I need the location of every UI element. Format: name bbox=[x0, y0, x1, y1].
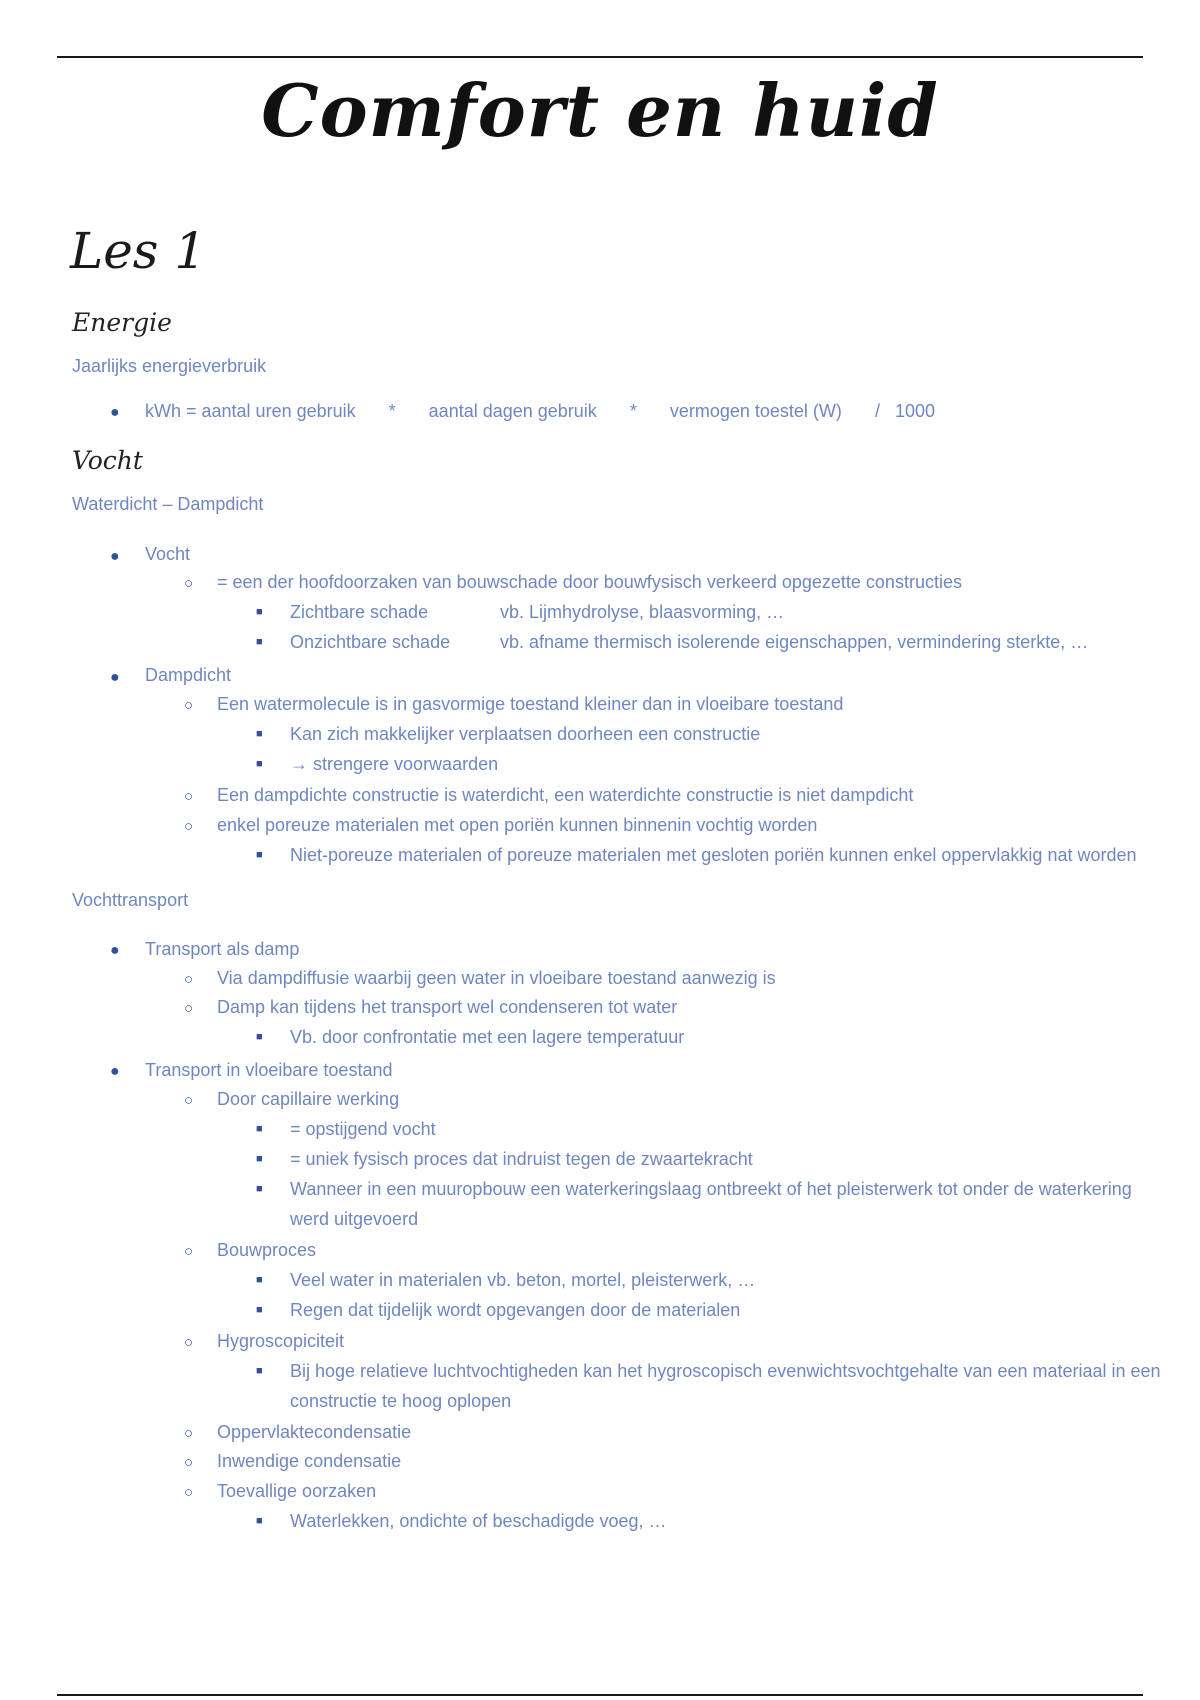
bullet-l2: ○ bbox=[184, 1454, 194, 1471]
list-item-dampdicht: Dampdicht bbox=[145, 665, 232, 685]
bullet-l2: ○ bbox=[184, 818, 194, 835]
list-item-dd1a: Kan zich makkelijker verplaatsen doorheen een constructie bbox=[290, 724, 761, 744]
bullet-l3: ■ bbox=[256, 1365, 263, 1377]
list-item-inwendig: Inwendige condensatie bbox=[217, 1451, 402, 1471]
list-item-vocht-def: = een der hoofdoorzaken van bouwschade door bouwfysisch verkeerd opgezette constructies bbox=[217, 572, 962, 592]
list-item-cap3-cont: werd uitgevoerd bbox=[290, 1209, 419, 1229]
list-item-dd1b: → strengere voorwaarden bbox=[290, 754, 499, 774]
formula-part-d: 1000 bbox=[894, 401, 936, 421]
formula-part-c: vermogen toestel (W) bbox=[669, 401, 842, 421]
list-item-dd2: Een dampdichte constructie is waterdicht, een waterdichte constructie is niet dampdicht bbox=[217, 785, 914, 805]
bullet-l3: ■ bbox=[256, 1153, 263, 1165]
bullet-l3: ■ bbox=[256, 1304, 263, 1316]
vocht-topic-waterdicht: Waterdicht – Dampdicht bbox=[72, 494, 264, 514]
list-item-oppervlakte: Oppervlaktecondensatie bbox=[217, 1422, 412, 1442]
bullet-l1: ● bbox=[110, 669, 120, 686]
bullet-l1: ● bbox=[110, 942, 120, 959]
list-item-onzichtbaar-vb: vb. afname thermisch isolerende eigenschappen, vermindering sterkte, … bbox=[500, 632, 1089, 652]
list-item-dd3: enkel poreuze materialen met open poriën kunnen binnenin vochtig worden bbox=[217, 815, 818, 835]
bullet-l3: ■ bbox=[256, 1515, 263, 1527]
bullet-l2: ○ bbox=[184, 971, 194, 988]
list-item-damp2: Damp kan tijdens het transport wel condenseren tot water bbox=[217, 997, 678, 1017]
bullet-l2: ○ bbox=[184, 1334, 194, 1351]
bullet-l3: ■ bbox=[256, 849, 263, 861]
formula-op-2: * bbox=[629, 401, 637, 421]
bullet-l2: ○ bbox=[184, 1484, 194, 1501]
bullet-l3: ■ bbox=[256, 606, 263, 618]
bullet-l2: ○ bbox=[184, 788, 194, 805]
list-item-damp1: Via dampdiffusie waarbij geen water in vloeibare toestand aanwezig is bbox=[217, 968, 776, 988]
bullet-l2: ○ bbox=[184, 697, 194, 714]
bullet-l2: ○ bbox=[184, 1243, 194, 1260]
list-item-toevallig: Toevallige oorzaken bbox=[217, 1481, 377, 1501]
list-item-damp: Transport als damp bbox=[145, 939, 300, 959]
bullet-l1: ● bbox=[110, 1063, 120, 1080]
list-item-toev1: Waterlekken, ondichte of beschadigde voeg, … bbox=[290, 1511, 667, 1531]
bullet-l3: ■ bbox=[256, 1123, 263, 1135]
list-item-vocht: Vocht bbox=[145, 544, 191, 564]
bottom-rule bbox=[57, 1694, 1143, 1696]
bullet-l3: ■ bbox=[256, 636, 263, 648]
list-item-damp2a: Vb. door confrontatie met een lagere temperatuur bbox=[290, 1027, 685, 1047]
vocht-topic-transport: Vochttransport bbox=[72, 890, 189, 910]
bullet-l3: ■ bbox=[256, 1183, 263, 1195]
bullet-l3: ■ bbox=[256, 1274, 263, 1286]
formula-op-3: / bbox=[874, 401, 880, 421]
list-item-bouw2: Regen dat tijdelijk wordt opgevangen door de materialen bbox=[290, 1300, 741, 1320]
bullet-l2: ○ bbox=[184, 575, 194, 592]
energie-topic: Jaarlijks energieverbruik bbox=[72, 356, 267, 376]
bullet-l1: ● bbox=[110, 548, 120, 565]
vocht-heading: Vocht bbox=[72, 446, 143, 475]
bullet-l2: ○ bbox=[184, 1000, 194, 1017]
list-item-hygro: Hygroscopiciteit bbox=[217, 1331, 345, 1351]
lesson-heading: Les 1 bbox=[70, 222, 207, 280]
list-item-bouwproces: Bouwproces bbox=[217, 1240, 317, 1260]
bullet-l2: ○ bbox=[184, 1425, 194, 1442]
list-item-bouw1: Veel water in materialen vb. beton, mortel, pleisterwerk, … bbox=[290, 1270, 756, 1290]
bullet-l3: ■ bbox=[256, 728, 263, 740]
list-item-cap3: Wanneer in een muuropbouw een waterkeringslaag ontbreekt of het pleisterwerk tot onder de waterkering bbox=[290, 1179, 1132, 1199]
list-item-vloeibaar: Transport in vloeibare toestand bbox=[145, 1060, 393, 1080]
energie-heading: Energie bbox=[72, 308, 172, 337]
bullet-l1: ● bbox=[110, 404, 120, 421]
list-item-capillair: Door capillaire werking bbox=[217, 1089, 400, 1109]
page-title: Comfort en huid bbox=[261, 68, 939, 153]
list-item-zichtbaar: Zichtbare schade bbox=[290, 602, 429, 622]
list-item-cap1: = opstijgend vocht bbox=[290, 1119, 436, 1139]
bullet-l2: ○ bbox=[184, 1092, 194, 1109]
formula-part-a: kWh = aantal uren gebruik bbox=[145, 401, 356, 421]
list-item-dd3a: Niet-poreuze materialen of poreuze materialen met gesloten poriën kunnen enkel oppervlakkig nat worden bbox=[290, 845, 1137, 865]
bullet-l3: ■ bbox=[256, 1031, 263, 1043]
formula-part-b: aantal dagen gebruik bbox=[428, 401, 597, 421]
formula-op-1: * bbox=[388, 401, 396, 421]
bullet-l3: ■ bbox=[256, 758, 263, 770]
list-item-cap2: = uniek fysisch proces dat indruist tegen de zwaartekracht bbox=[290, 1149, 753, 1169]
list-item-hygro1-cont: constructie te hoog oplopen bbox=[290, 1391, 512, 1411]
list-item-onzichtbaar: Onzichtbare schade bbox=[290, 632, 451, 652]
top-rule bbox=[57, 56, 1143, 58]
list-item-zichtbaar-vb: vb. Lijmhydrolyse, blaasvorming, … bbox=[500, 602, 785, 622]
energy-formula bbox=[145, 401, 935, 422]
list-item-hygro1: Bij hoge relatieve luchtvochtigheden kan het hygroscopisch evenwichtsvochtgehalte van een materiaal in een bbox=[290, 1361, 1161, 1381]
list-item-dd1: Een watermolecule is in gasvormige toestand kleiner dan in vloeibare toestand bbox=[217, 694, 844, 714]
